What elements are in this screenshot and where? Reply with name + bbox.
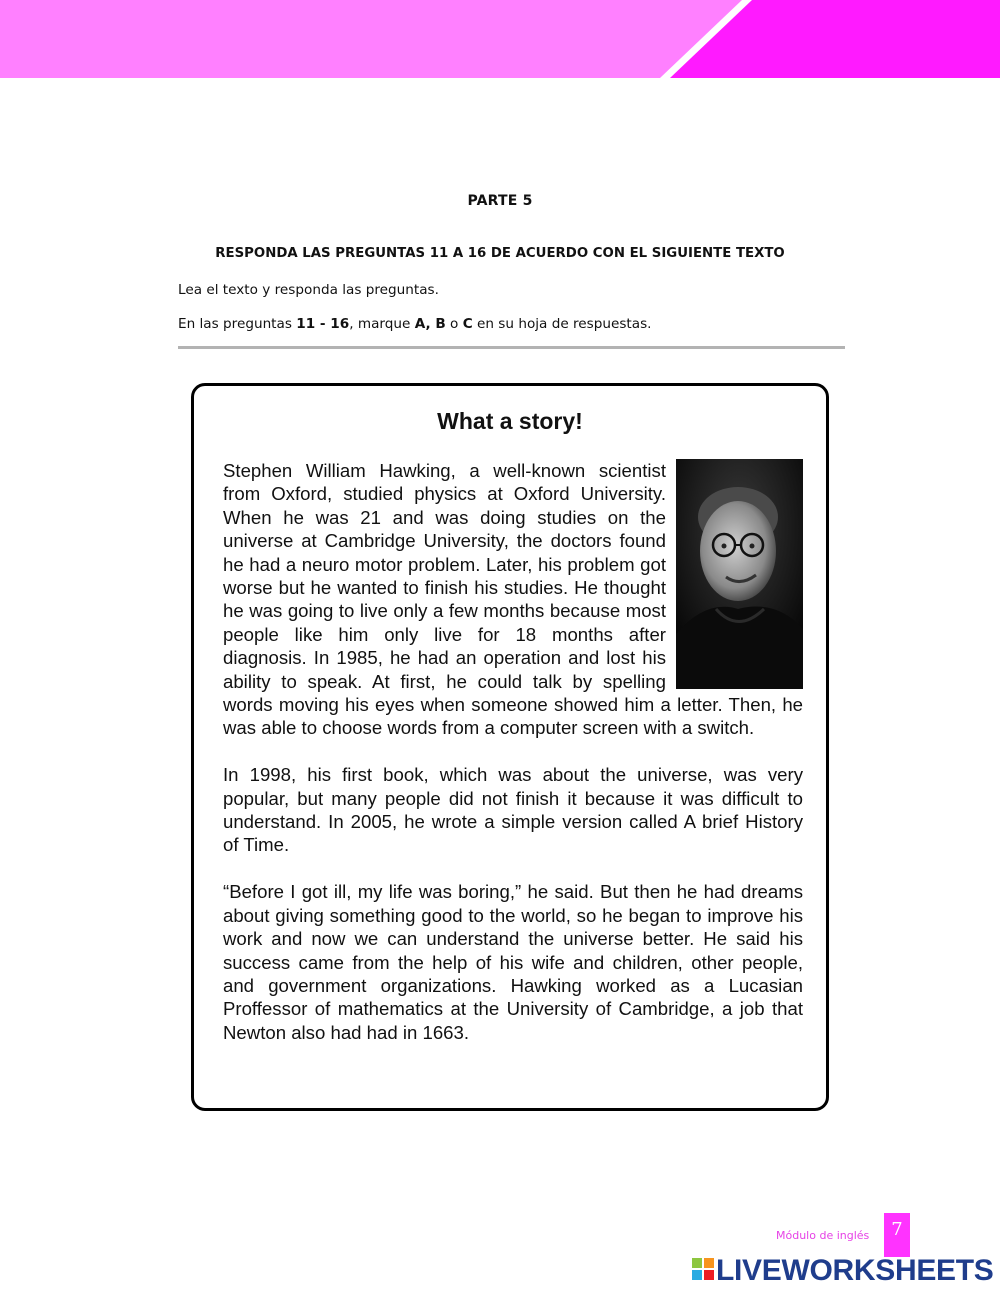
instructions-line-2-mid1: , marque [349, 316, 415, 332]
story-box [191, 383, 829, 1111]
liveworksheets-logo-text: LIVEWORKSHEETS [716, 1254, 994, 1287]
instructions-line-2 [178, 316, 652, 332]
portrait-photo [676, 459, 803, 689]
story-text [223, 459, 803, 1068]
section-divider [178, 346, 845, 349]
liveworksheets-logo-icon [692, 1258, 714, 1280]
page-number: 7 [891, 1219, 903, 1240]
module-label: Módulo de inglés [776, 1229, 870, 1242]
question-range: 11 - 16 [296, 316, 350, 332]
page-number-tab [884, 1213, 910, 1257]
instructions-line-2-suffix: en su hoja de respuestas. [472, 316, 652, 332]
header-band [0, 0, 1000, 78]
liveworksheets-logo [692, 1253, 992, 1289]
instructions-heading: RESPONDA LAS PREGUNTAS 11 A 16 DE ACUERDO CON EL SIGUIENTE TEXTO [215, 246, 785, 261]
instructions-line-1: Lea el texto y responda las preguntas. [178, 282, 439, 298]
option-c: C [462, 316, 473, 332]
instructions-line-2-prefix: En las preguntas [178, 316, 297, 332]
instructions-line-2-mid2: o [445, 316, 463, 332]
part-title: PARTE 5 [467, 193, 533, 209]
story-paragraph-1: Stephen William Hawking, a well-known scientist from Oxford, studied physics at Oxford University. When he was 21 and was doing studies on the universe at Cambridge University, the doctors found he had a neuro motor problem. Later, his problem got worse but he wanted to finish his studies. He thought he was going to live only a few months because most people like him only live for 18 months after diagnosis. In 1985, he had an operation and lost his ability to speak. At first, he could talk by spelling words moving his eyes when someone showed him a letter. Then, he was able to choose words from a computer screen with a switch. [223, 460, 803, 739]
story-paragraph-3: “Before I got ill, my life was boring,” he said. But then he had dreams about giving something good to the world, so he began to improve his work and now we can understand the universe better. He said his success came from the help of his wife and children, other people, and government organizations. Hawking worked as a Lucasian Proffessor of mathematics at the University of Cambridge, a job that Newton also had had in 1663. [223, 881, 803, 1043]
options-ab: A, B [414, 316, 446, 332]
story-title: What a story! [437, 408, 583, 434]
story-paragraph-2: In 1998, his first book, which was about the universe, was very popular, but many people did not finish it because it was difficult to understand. In 2005, he wrote a simple version called A brief History of Time. [223, 764, 803, 856]
